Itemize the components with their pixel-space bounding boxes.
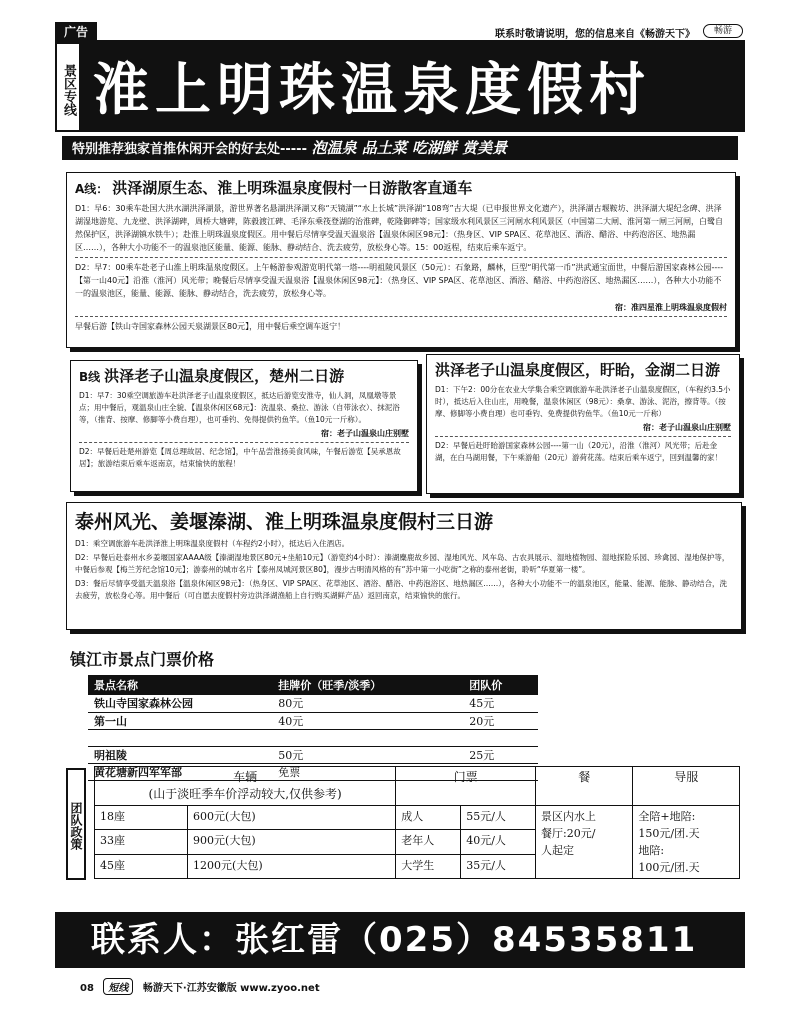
route-c-day2: D2：早餐后赴盱眙游国家森林公园----第一山（20元），沿淮（淮河）风光带；后赴金湖，在白马湖用餐，下午乘游船（20元）游荷花荡。结束后乘车返宁，回到温馨的家！ — [435, 441, 723, 462]
guide-line: 150元/团.天 — [638, 827, 700, 840]
route-d-card — [66, 502, 742, 630]
vehicle-seats: 45座 — [95, 854, 188, 878]
guide-line: 100元/团.天 — [638, 861, 700, 874]
column-header: 景点名称 — [88, 675, 272, 695]
table-row — [88, 746, 538, 763]
table-row — [88, 695, 538, 712]
vehicle-price: 900元(大包) — [188, 830, 396, 854]
route-b-title-text: 洪泽老子山温泉度假区，楚州二日游 — [104, 367, 345, 385]
list-price: 50元 — [272, 746, 463, 763]
contact-band — [55, 912, 745, 968]
vehicle-price: 1200元(大包) — [188, 854, 396, 878]
ticket-type: 老年人 — [396, 830, 461, 854]
list-price: 40元 — [272, 712, 463, 729]
page-title: 淮上明珠温泉度假村 — [93, 58, 651, 123]
policy-header-row — [95, 767, 740, 806]
divider — [435, 436, 731, 437]
scenic-name: 黄花塘新四军军部 — [88, 763, 272, 780]
page-number: 08 — [80, 983, 94, 994]
group-price: 45元 — [463, 695, 538, 712]
contact-text: 联系人：张红雷（025）84535811 — [91, 920, 698, 960]
vehicle-header — [95, 767, 396, 806]
meal-header: 餐 — [536, 767, 633, 806]
list-price: 80元 — [272, 695, 463, 712]
vehicle-seats: 18座 — [95, 806, 188, 830]
meal-info — [536, 806, 633, 879]
guide-line: 地陪: — [638, 844, 665, 857]
vehicle-title: 车辆 — [233, 770, 258, 784]
vehicle-price: 600元(大包) — [188, 806, 396, 830]
ticket-price-table — [88, 675, 538, 781]
route-b-day1: D1：早7：30乘空调旅游车赴洪泽老子山温泉度假区，抵达后游览安淮寺，仙人洞，凤凰墩等景点；用中餐后，观温泉山庄全貌、【温泉休闲区68元】：洗温泉、桑拉、游泳（自带泳衣）、抹泥浴等，（推背、按摩、修脚等小费自理），也可垂钓、免得提供钓鱼竿。（鱼10元一斤称）。 — [79, 391, 400, 424]
table-row — [88, 712, 538, 729]
divider — [75, 257, 727, 258]
table-row — [88, 729, 538, 746]
route-d-day3: D3：餐后尽情享受温天温泉浴【温泉休闲区98元】：（热身区、VIP SPA区、花草池区、酒浴、醋浴、中药泡浴区、地热漏区……），各种大小功能不一的温泉池区，能量、能源、能脉、静动结合，洗去疲劳，放松身心等。用中餐后（可自愿去度假村旁边洪泽湖渔船上自行购买湖鲜产品）返回南京，结束愉快的旅行。 — [75, 579, 728, 600]
magazine-logo: 畅游 — [703, 24, 743, 38]
ticket-price: 40元/人 — [461, 830, 536, 854]
route-c-card — [426, 354, 740, 494]
ticket-price: 35元/人 — [461, 854, 536, 878]
route-b-card — [70, 360, 418, 492]
scenic-name — [88, 729, 272, 746]
footer-text: 畅游天下·江苏安徽版 www.zyoo.net — [142, 983, 320, 994]
ad-label: 广告 — [55, 22, 97, 42]
route-d-day2: D2：早餐后赴泰州水乡姜堰国家AAAA级【溱湖湿地景区80元+坐船10元】（游览约4小时）：溱湖麋鹿故乡园、湿地风光、风车岛、古农具展示、湿地植物园、湿地探险乐园、珍禽园、湿地保护等，中餐后参观【梅兰芳纪念馆10元】；游泰州的城市名片【泰州凤城河景区80】，漫步古明清风格的有“苏中第一小吃街”之称的泰州老街，聆听“华夏第一楼”。 — [75, 553, 730, 574]
route-d-title: 泰州风光、姜堰溱湖、淮上明珠温泉度假村三日游 — [75, 511, 494, 533]
group-price — [463, 729, 538, 746]
route-b-lodging: 宿：老子山温泉山庄别墅 — [321, 429, 409, 438]
vehicle-seats: 33座 — [95, 830, 188, 854]
ticket-type: 大学生 — [396, 854, 461, 878]
route-d-day1: D1：乘空调旅游车赴洪泽淮上明珠温泉度假村（车程约2小时），抵达后入住酒店。 — [75, 539, 350, 548]
route-a-card — [66, 172, 736, 348]
table-header-row — [88, 675, 538, 695]
route-a-tag: A线： — [75, 182, 109, 196]
route-a-title-text: 洪泽湖原生态、淮上明珠温泉度假村一日游散客直通车 — [112, 179, 473, 197]
scenic-name: 铁山寺国家森林公园 — [88, 695, 272, 712]
guide-header: 导服 — [633, 767, 740, 806]
column-header: 挂牌价（旺季/淡季） — [272, 675, 463, 695]
vehicle-note: (山于淡旺季车价浮动较大,仅供参考) — [148, 787, 342, 801]
table-row — [95, 806, 740, 830]
route-c-day1: D1：下午2：00分在农业大学集合乘空调旅游车赴洪泽老子山温泉度假区，（车程约3.5小时），抵达后入住山庄，用晚餐，温泉休闲区（98元）：桑拿、游泳、泥浴，擦背等。（按摩、修脚等小费自理）也可垂钓、免费提供钓鱼竿。（鱼10元一斤称） — [435, 385, 731, 418]
route-a-title — [75, 177, 727, 198]
group-price: 25元 — [463, 746, 538, 763]
prices-section-title: 镇江市景点门票价格 — [70, 650, 215, 669]
meal-line: 餐厅:20元/ — [541, 827, 596, 840]
list-price: 免票 — [272, 763, 463, 780]
guide-line: 全陪+地陪: — [638, 810, 696, 823]
divider — [79, 442, 409, 443]
guide-info — [633, 806, 740, 879]
subtitle-bar — [62, 136, 738, 160]
page-footer — [80, 978, 320, 995]
policy-tag: 团队政策 — [66, 768, 86, 880]
section-tag: 景区专线 — [55, 42, 81, 132]
contact-note: 联系时敬请说明，您的信息来自《畅游天下》 — [495, 29, 695, 40]
scenic-name: 第一山 — [88, 712, 272, 729]
column-brand: 短线 — [103, 978, 133, 995]
route-a-day1: D1：早6：30乘车赴国大洪水湖洪泽湖景，游世界著名悬湖洪泽湖又称“天镜湖”“水上长城”洪泽湖“108弯”古大堤（已申报世界文化遗产），洪泽湖古堰鞍坊、洪泽湖大堤纪念碑、洪泽湖湿地游览、九龙壁、洪泽湖碑，周桥大塘碑，陈毅渡江碑、毛泽东乘筏登湖的治淮碑，乾隆御碑等；国家级水利风景区三河闸水利风景区（中国第二大闸、淮河第一闸三河闸，白鹭自然保护区，洪泽湖镇水铁牛）；赴淮上明珠温泉度假区。用中餐后尽情享受温天温泉浴【温泉休闲区98元】：（热身区、VIP SPA区、花草池区、酒浴、醋浴、中药泡浴区、地热漏区……），各种大小功能不一的温泉池区能量、能源、能脉、静动结合、洗去疲劳，放松身心等。15：00返程，结束后乘车返宁。 — [75, 204, 723, 252]
group-policy-table — [94, 766, 740, 879]
title-band — [55, 42, 745, 132]
meal-line: 人起定 — [541, 844, 575, 857]
list-price — [272, 729, 463, 746]
column-header: 团队价 — [463, 675, 538, 695]
subtitle-text: 特别推荐独家首推休闲开会的好去处----- — [72, 142, 307, 157]
route-a-day3: 早餐后游【铁山寺国家森林公园天泉湖景区80元】，用中餐后乘空调车返宁！ — [75, 322, 346, 331]
route-c-title: 洪泽老子山温泉度假区，盱眙，金湖二日游 — [435, 361, 721, 379]
route-a-day2: D2：早7：00乘车赴老子山淮上明珠温泉度假区。上午畅游参观游览明代第一塔----明祖陵风景区（50元）：石象路，麟林，巨型“明代第一币”洪武通宝面世，中餐后游国家森林公园----【第一山40元】沿淮（淮河）风光带；晚餐后尽情享受温天温泉浴【温泉休闲区98元】：（热身区、VIP SPA区、花草池区、酒浴、醋浴、中药泡浴区、地热漏区……），各种大小功能不一的温泉池区，能量、能源、能脉、静动结合，洗去疲劳，放松身心等。 — [75, 263, 724, 298]
ticket-type: 成人 — [396, 806, 461, 830]
top-bar — [55, 22, 745, 42]
subtitle-slogan: 泡温泉 品土菜 吃湖鲜 赏美景 — [311, 139, 508, 157]
route-b-title — [79, 365, 409, 386]
group-price: 20元 — [463, 712, 538, 729]
meal-line: 景区内水上 — [541, 810, 597, 823]
route-a-lodging: 宿：准四星淮上明珠温泉度假村 — [615, 303, 727, 312]
ticket-price: 55元/人 — [461, 806, 536, 830]
route-b-day2: D2：早餐后赴楚州游览【周总理故居、纪念馆】，中午品尝淮扬美食风味，午餐后游览【吴承恩故居】；旅游结束后乘车返南京，结束愉快的旅程！ — [79, 447, 401, 468]
route-b-tag: B线 — [79, 370, 101, 384]
ticket-header: 门票 — [396, 767, 536, 806]
scenic-name: 明祖陵 — [88, 746, 272, 763]
divider — [75, 316, 727, 317]
route-c-lodging: 宿：老子山温泉山庄别墅 — [643, 423, 731, 432]
